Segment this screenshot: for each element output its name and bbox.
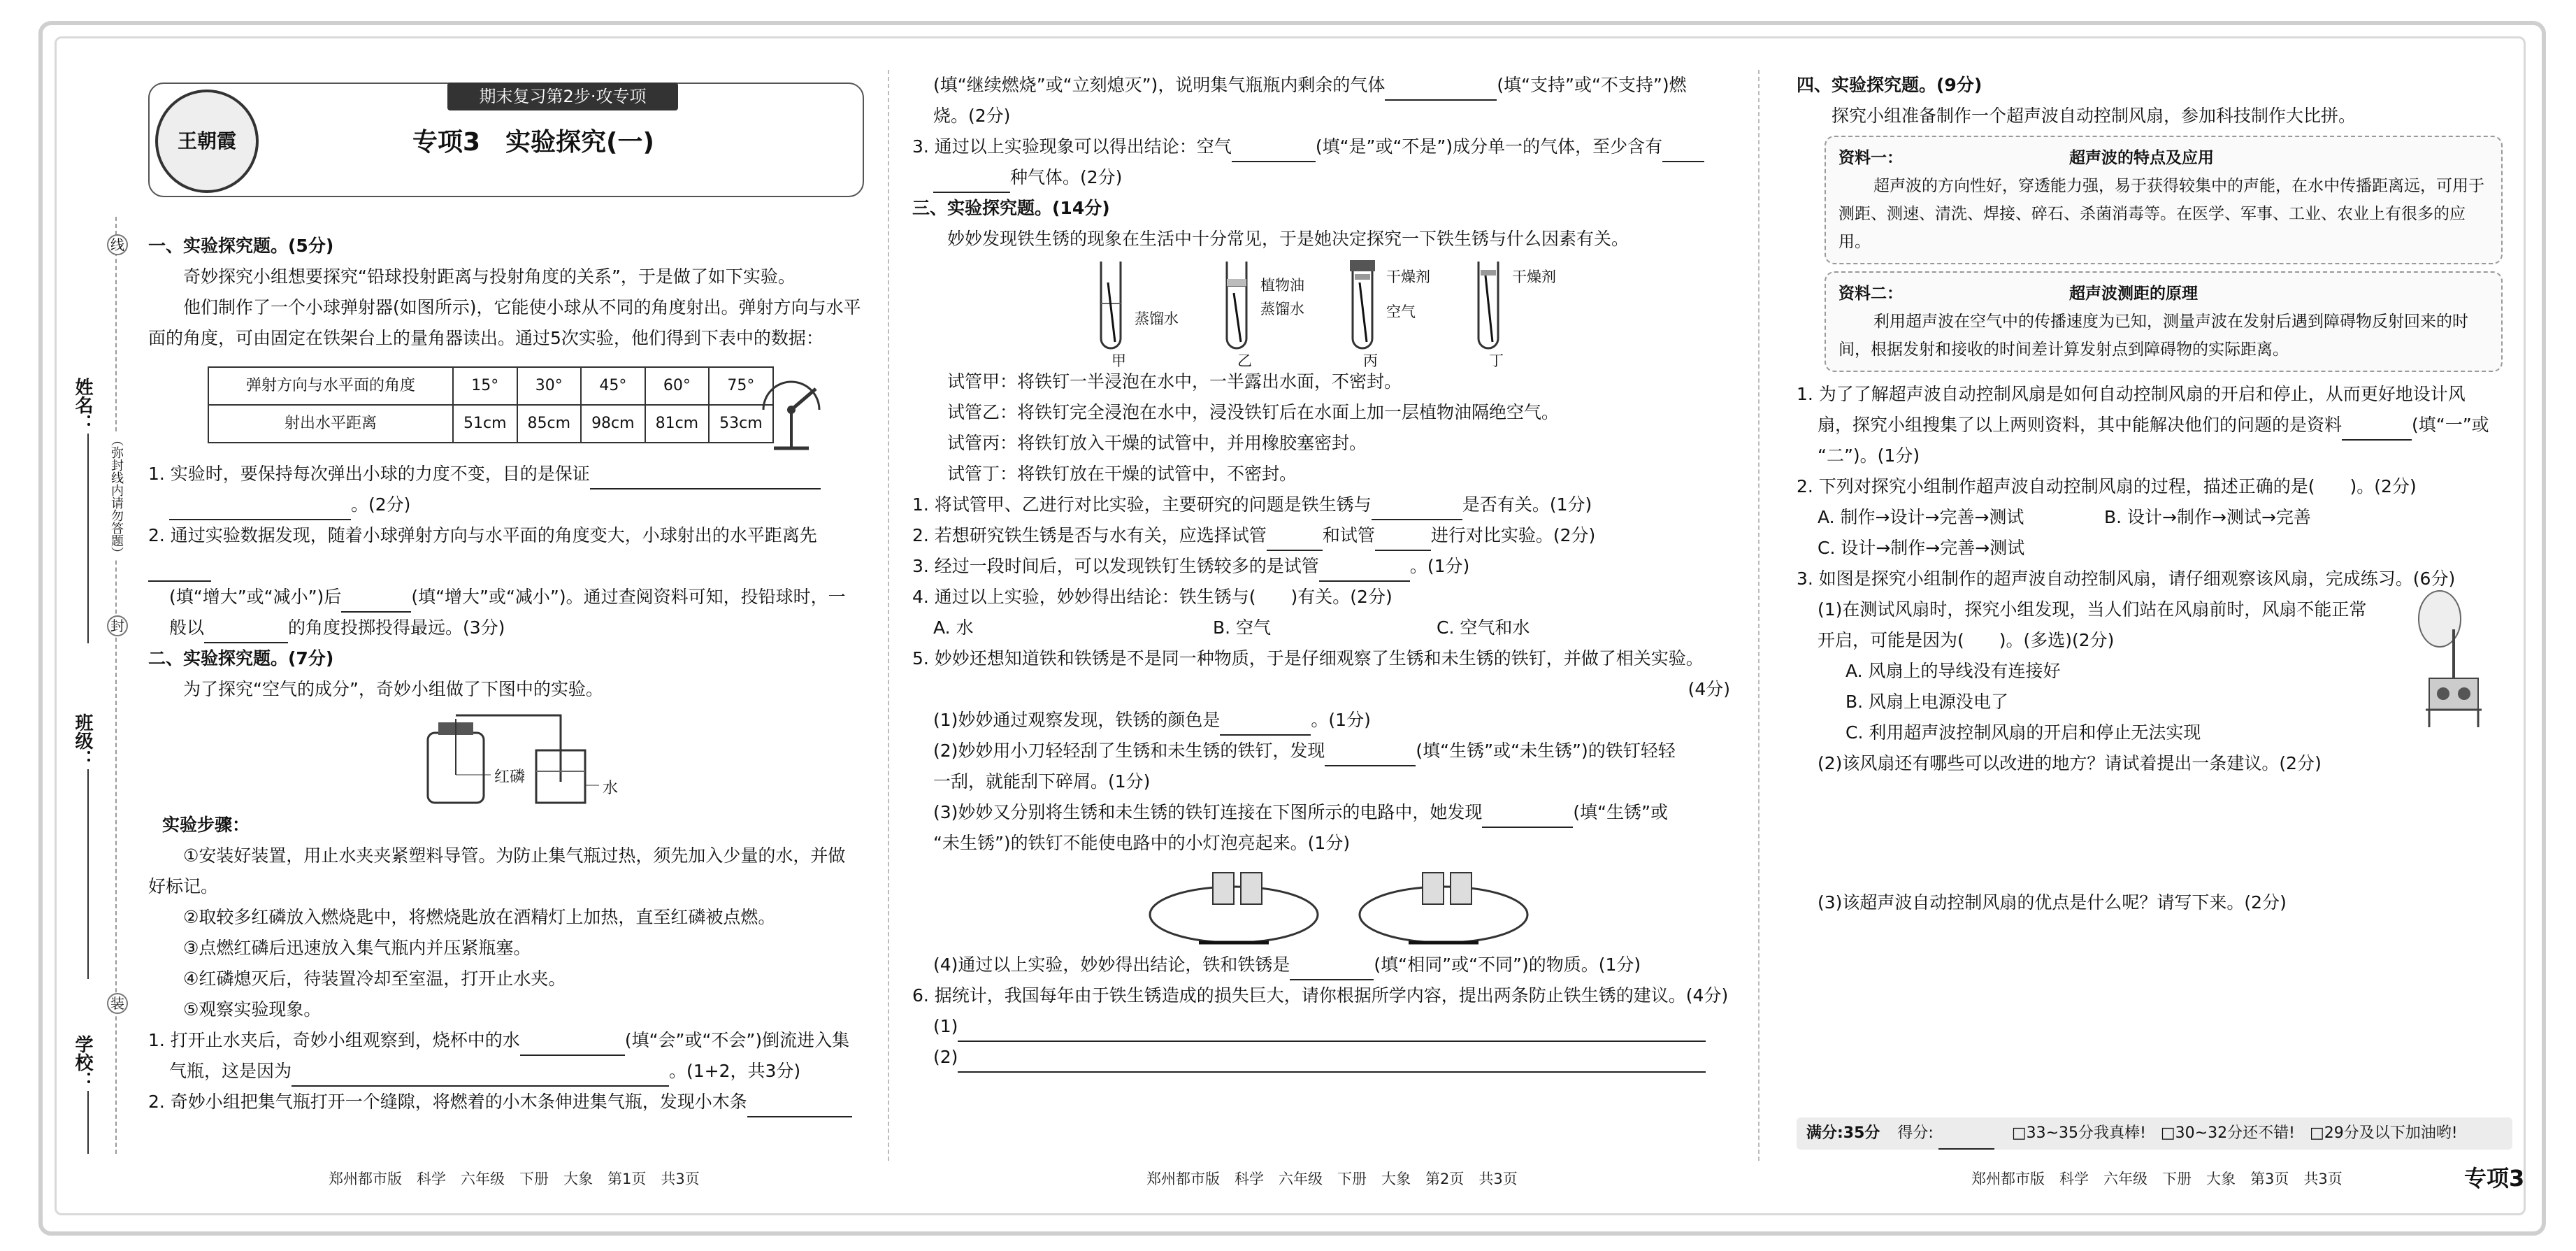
s4-q1-text: 扇，探究小组搜集了以上两则资料，其中能解决他们的问题的是资料 bbox=[1818, 415, 2343, 435]
score-bar bbox=[1797, 1117, 2512, 1150]
s3-q5-score: (4分) bbox=[1688, 679, 1730, 699]
table-row bbox=[208, 405, 773, 443]
s3-q6-2: (2) bbox=[933, 1047, 958, 1067]
answer-blank[interactable] bbox=[1319, 559, 1410, 582]
answer-blank[interactable] bbox=[1385, 78, 1497, 101]
s2-q3-text: 种气体。(2分) bbox=[1010, 167, 1123, 187]
footer-page2: 郑州都市版 科学 六年级 下册 大象 第2页 共3页 bbox=[1146, 1171, 1518, 1187]
s1-q2-text: 般以 bbox=[169, 617, 205, 638]
header-banner: 期末复习第2步·攻专项 bbox=[447, 83, 678, 110]
tube-desc: 试管乙：将铁钉完全浸泡在水中，浸没铁钉后在水面上加一层植物油隔绝空气。 bbox=[947, 402, 1560, 422]
s2-q2-cont: (填“支持”或“不支持”)燃 bbox=[1497, 75, 1687, 95]
answer-blank[interactable] bbox=[2342, 418, 2412, 441]
score-option[interactable]: □33~35分 bbox=[2011, 1124, 2094, 1142]
table-cell: 85cm bbox=[517, 405, 582, 443]
score-option[interactable]: □30~32分 bbox=[2160, 1124, 2243, 1142]
column-3 bbox=[1797, 70, 2503, 918]
option-a: A. 制作→设计→完善→测试 bbox=[1818, 507, 2024, 527]
s1-q2-text: 2. 通过实验数据发现，随着小球弹射方向与水平面的角度变大，小球射出的水平距离先 bbox=[148, 525, 817, 545]
s3-q5-4: (填“相同”或“不同”)的物质。(1分) bbox=[1374, 955, 1641, 975]
tube-label: 干燥剂 bbox=[1386, 269, 1430, 285]
step-item: ④红磷熄灭后，待装置冷却至室温，打开止水夹。 bbox=[183, 968, 566, 989]
tube-name: 丙 bbox=[1363, 352, 1378, 369]
option-a: A. 水 bbox=[933, 617, 974, 638]
answer-blank[interactable] bbox=[169, 498, 351, 520]
score-comment: 还不错! bbox=[2243, 1124, 2295, 1142]
answer-blank[interactable] bbox=[1375, 529, 1431, 551]
s3-q2-text: 进行对比实验。(2分) bbox=[1430, 525, 1596, 545]
answer-blank[interactable] bbox=[148, 559, 211, 582]
school-label: 学校： bbox=[72, 1035, 93, 1089]
s3-q2-text: 和试管 bbox=[1322, 525, 1375, 545]
score-label: 得分: bbox=[1897, 1124, 1934, 1142]
material-2-label: 资料二： bbox=[1839, 285, 1903, 303]
tube-desc: 试管甲：将铁钉一半浸泡在水中，一半露出水面，不密封。 bbox=[947, 371, 1402, 392]
launcher-illustration bbox=[749, 361, 826, 452]
table-cell: 45° bbox=[581, 367, 645, 405]
score-comment: 我真棒! bbox=[2094, 1124, 2146, 1142]
label-water: 水 bbox=[603, 780, 619, 797]
steps-title: 实验步骤： bbox=[162, 815, 250, 835]
fan-illustration bbox=[2412, 587, 2489, 734]
s1-q2-text: 的角度投掷投得最远。(3分) bbox=[288, 617, 505, 638]
s3-q5-2: (2)妙妙用小刀轻轻刮了生锈和未生锈的铁钉，发现 bbox=[933, 741, 1325, 761]
column-1 bbox=[148, 231, 861, 1117]
option-b: B. 设计→制作→测试→完善 bbox=[2104, 507, 2311, 527]
s4-q3-1: 开启，可能是因为( )。(多选)(2分) bbox=[1818, 630, 2115, 650]
table-cell: 53cm bbox=[709, 405, 773, 443]
answer-blank[interactable] bbox=[958, 1020, 1706, 1042]
score-option[interactable]: □29分及以下 bbox=[2309, 1124, 2405, 1142]
tube-desc: 试管丙：将铁钉放入干燥的试管中，并用橡胶塞密封。 bbox=[947, 433, 1367, 453]
answer-blank[interactable] bbox=[1325, 744, 1416, 766]
answer-blank[interactable] bbox=[933, 171, 1010, 193]
score-comment: 加油哟! bbox=[2405, 1124, 2458, 1142]
bind-mark: 装 bbox=[107, 993, 128, 1014]
step-item: ②取较多红磷放入燃烧匙中，将燃烧匙放在酒精灯上加热，直至红磷被点燃。 bbox=[183, 907, 776, 927]
s3-q4-text: 4. 通过以上实验，妙妙得出结论：铁生锈与( )有关。(2分) bbox=[912, 587, 1393, 607]
material-1-label: 资料一： bbox=[1839, 149, 1903, 167]
section-tag: 专项3 bbox=[2464, 1165, 2525, 1192]
table-header: 射出水平距离 bbox=[208, 405, 453, 443]
table-cell: 81cm bbox=[645, 405, 710, 443]
s3-title: 三、实验探究题。(14分) bbox=[912, 198, 1110, 218]
s2-q1-text: (填“会”或“不会”)倒流进入集 bbox=[624, 1030, 850, 1050]
tube-label: 干燥剂 bbox=[1512, 269, 1556, 285]
s3-q6-text: 6. 据统计，我国每年由于铁生锈造成的损失巨大，请你根据所学内容，提出两条防止铁生锈的建议。(4分) bbox=[912, 985, 1729, 1006]
tube-label: 空气 bbox=[1386, 303, 1416, 320]
binding-note: （弥封线内请勿答题） bbox=[107, 434, 125, 559]
s4-para1: 探究小组准备制作一个超声波自动控制风扇，参加科技制作大比拼。 bbox=[1832, 106, 2356, 126]
answer-blank[interactable] bbox=[1482, 806, 1573, 828]
s3-q6-1: (1) bbox=[933, 1016, 958, 1036]
s3-q5-3: “未生锈”)的铁钉不能使电路中的小灯泡亮起来。(1分) bbox=[933, 833, 1351, 853]
s1-para1: 奇妙探究小组想要探究“铅球投射距离与投射角度的关系”，于是做了如下实验。 bbox=[183, 266, 796, 287]
s2-q1-text: 气瓶，这是因为 bbox=[169, 1061, 292, 1081]
step-item: ③点燃红磷后迅速放入集气瓶内并压紧瓶塞。 bbox=[183, 938, 531, 958]
s4-q3-1: (1)在测试风扇时，探究小组发现，当人们站在风扇前时，风扇不能正常 bbox=[1818, 599, 2367, 620]
s3-q3-text: 。(1分) bbox=[1409, 556, 1470, 576]
label-phosphorus: 红磷 bbox=[494, 769, 526, 786]
tube-label: 植物油 bbox=[1260, 277, 1304, 294]
s2-q3-text: 3. 通过以上实验现象可以得出结论：空气 bbox=[912, 136, 1232, 157]
answer-blank[interactable] bbox=[1220, 713, 1311, 736]
s1-q1-text: 1. 实验时，要保持每次弹出小球的力度不变，目的是保证 bbox=[148, 464, 590, 484]
s4-q1-text: 1. 为了了解超声波自动控制风扇是如何自动控制风扇的开启和停止，从而更好地设计风 bbox=[1797, 384, 2466, 404]
s3-q5-4: (4)通过以上实验，妙妙得出结论，铁和铁锈是 bbox=[933, 955, 1290, 975]
s2-q2-text: 2. 奇妙小组把集气瓶打开一个缝隙，将燃着的小木条伸进集气瓶，发现小木条 bbox=[148, 1092, 747, 1112]
s1-q2-text: (填“增大”或“减小”)。通过查阅资料可知，投铅球时，一 bbox=[411, 587, 846, 607]
step-item: ⑤观察实验现象。 bbox=[183, 999, 322, 1020]
answer-blank[interactable] bbox=[1290, 958, 1374, 980]
footer-page1: 郑州都市版 科学 六年级 下册 大象 第1页 共3页 bbox=[329, 1171, 700, 1187]
s4-q1-text: (填“一”或 bbox=[2412, 415, 2489, 435]
option-a: A. 风扇上的导线没有连接好 bbox=[1845, 661, 2061, 681]
table-row bbox=[208, 367, 773, 405]
table-cell: 51cm bbox=[453, 405, 517, 443]
s4-q3-text: 3. 如图是探究小组制作的超声波自动控制风扇，请仔细观察该风扇，完成练习。(6分) bbox=[1797, 569, 2456, 589]
s4-q3-3: (3)该超声波自动控制风扇的优点是什么呢？请写下来。(2分) bbox=[1818, 892, 2287, 913]
name-label: 姓名： bbox=[72, 378, 93, 432]
seal-mark: 封 bbox=[107, 615, 128, 636]
material-1-box bbox=[1825, 136, 2503, 264]
s1-q1-score: 。(2分) bbox=[351, 494, 411, 515]
table-header: 弹射方向与水平面的角度 bbox=[208, 367, 453, 405]
answer-blank[interactable] bbox=[590, 467, 821, 489]
s1-title: 一、实验探究题。(5分) bbox=[148, 236, 334, 256]
answer-blank[interactable] bbox=[958, 1050, 1706, 1073]
s3-para1: 妙妙发现铁生锈的现象在生活中十分常见，于是她决定探究一下铁生锈与什么因素有关。 bbox=[947, 229, 1629, 249]
name-blank[interactable] bbox=[87, 434, 89, 643]
s2-q2-cont: (填“继续燃烧”或“立刻熄灭”)，说明集气瓶瓶内剩余的气体 bbox=[933, 75, 1386, 95]
table-cell: 30° bbox=[517, 367, 582, 405]
material-1-text: 超声波的方向性好，穿透能力强，易于获得较集中的声能，在水中传播距离远，可用于测距、测速、清洗、焊接、碎石、杀菌消毒等。在医学、军事、工业、农业上有很多的应用。 bbox=[1839, 177, 2484, 251]
s2-q3-text: (填“是”或“不是”)成分单一的气体，至少含有 bbox=[1315, 136, 1663, 157]
material-2-text: 利用超声波在空气中的传播速度为已知，测量声波在发射后遇到障碍物反射回来的时间，根据发射和接收的时间差计算发射点到障碍物的实际距离。 bbox=[1839, 313, 2468, 359]
answer-blank[interactable] bbox=[204, 621, 288, 643]
class-blank[interactable] bbox=[87, 769, 89, 979]
data-table bbox=[208, 366, 774, 443]
answer-blank[interactable] bbox=[1232, 140, 1316, 162]
s2-para1: 为了探究“空气的成分”，奇妙小组做了下图中的实验。 bbox=[183, 679, 603, 699]
table-cell: 75° bbox=[709, 367, 773, 405]
s2-title: 二、实验探究题。(7分) bbox=[148, 648, 334, 669]
s4-q3-2: (2)该风扇还有哪些可以改进的地方？请试着提出一条建议。(2分) bbox=[1818, 753, 2322, 773]
answer-space[interactable] bbox=[1797, 779, 2503, 887]
phosphorus-apparatus bbox=[400, 705, 610, 810]
answer-blank[interactable] bbox=[1662, 140, 1704, 162]
s3-q3-text: 3. 经过一段时间后，可以发现铁钉生锈较多的是试管 bbox=[912, 556, 1319, 576]
answer-blank[interactable] bbox=[520, 1034, 625, 1056]
page-title: 专项3 实验探究(一) bbox=[412, 128, 654, 157]
s4-q1-score: “二”)。(1分) bbox=[1818, 445, 1920, 466]
material-2-title: 超声波测距的原理 bbox=[2069, 285, 2198, 303]
s3-q2-text: 2. 若想研究铁生锈是否与水有关，应选择试管 bbox=[912, 525, 1267, 545]
s3-q5-2: (填“生锈”或“未生锈”)的铁钉轻轻 bbox=[1416, 741, 1676, 761]
s2-q1-text: 1. 打开止水夹后，奇妙小组观察到，烧杯中的水 bbox=[148, 1030, 520, 1050]
option-b: B. 空气 bbox=[1213, 617, 1272, 638]
s3-q5-1: 。(1分) bbox=[1311, 710, 1371, 730]
s2-q2-score: 烧。(2分) bbox=[933, 106, 1011, 126]
tube-name: 丁 bbox=[1489, 352, 1504, 369]
s3-q5-3: (3)妙妙又分别将生锈和未生锈的铁钉连接在下图所示的电路中，她发现 bbox=[933, 802, 1483, 822]
s1-para2: 他们制作了一个小球弹射器(如图所示)，它能使小球从不同的角度射出。弹射方向与水平面的角度，可由固定在铁架台上的量角器读出。通过5次实验，他们得到下表中的数据： bbox=[148, 297, 861, 348]
s3-q5-3: (填“生锈”或 bbox=[1573, 802, 1669, 822]
school-blank[interactable] bbox=[87, 1091, 89, 1154]
answer-blank[interactable] bbox=[1372, 498, 1462, 520]
option-c: C. 利用超声波控制风扇的开启和停止无法实现 bbox=[1845, 722, 2201, 743]
tube-name: 甲 bbox=[1111, 352, 1126, 369]
s1-q2-text: (填“增大”或“减小”)后 bbox=[169, 587, 342, 607]
logo-text: 王朝霞 bbox=[177, 129, 236, 152]
option-c: C. 空气和水 bbox=[1437, 617, 1530, 638]
option-b: B. 风扇上电源没电了 bbox=[1845, 692, 2009, 712]
column-divider bbox=[1758, 70, 1760, 1161]
s3-q5-1: (1)妙妙通过观察发现，铁锈的颜色是 bbox=[933, 710, 1221, 730]
s3-q5-2: 一刮，就能刮下碎屑。(1分) bbox=[933, 771, 1151, 792]
answer-blank[interactable] bbox=[1267, 529, 1323, 551]
s3-q1-text: 是否有关。(1分) bbox=[1462, 494, 1592, 515]
s2-q1-score: 。(1+2，共3分) bbox=[669, 1061, 801, 1081]
s3-q1-text: 1. 将试管甲、乙进行对比实验，主要研究的问题是铁生锈与 bbox=[912, 494, 1372, 515]
table-cell: 15° bbox=[453, 367, 517, 405]
circuit-illustration bbox=[1143, 859, 1632, 950]
answer-blank[interactable] bbox=[292, 1064, 669, 1087]
tube-desc: 试管丁：将铁钉放在干燥的试管中，不密封。 bbox=[947, 464, 1297, 484]
answer-blank[interactable] bbox=[747, 1095, 852, 1117]
answer-blank[interactable] bbox=[341, 590, 411, 613]
table-cell: 60° bbox=[645, 367, 710, 405]
line-mark: 线 bbox=[107, 234, 128, 255]
column-divider bbox=[888, 70, 889, 1161]
material-1-title: 超声波的特点及应用 bbox=[2069, 149, 2214, 167]
tube-label: 蒸馏水 bbox=[1260, 301, 1304, 317]
s4-title: 四、实验探究题。(9分) bbox=[1797, 75, 1983, 95]
s3-q5-text: 5. 妙妙还想知道铁和铁锈是不是同一种物质，于是仔细观察了生锈和未生锈的铁钉，并做了相关实验。 bbox=[912, 648, 1704, 669]
footer-page3: 郑州都市版 科学 六年级 下册 大象 第3页 共3页 bbox=[1971, 1171, 2343, 1187]
s4-q2-text: 2. 下列对探究小组制作超声波自动控制风扇的过程，描述正确的是( )。(2分) bbox=[1797, 476, 2417, 496]
option-c: C. 设计→制作→完善→测试 bbox=[1818, 538, 2025, 558]
table-cell: 98cm bbox=[581, 405, 645, 443]
tube-name: 乙 bbox=[1237, 352, 1252, 369]
material-2-box bbox=[1825, 271, 2503, 372]
full-score: 满分:35分 bbox=[1806, 1124, 1880, 1142]
class-label: 班级： bbox=[72, 713, 93, 768]
column-2 bbox=[912, 70, 1730, 1073]
logo bbox=[155, 90, 259, 193]
step-item: ①安装好装置，用止水夹夹紧塑料导管。为防止集气瓶过热，须先加入少量的水，并做好标记。 bbox=[148, 845, 846, 896]
score-blank[interactable] bbox=[1938, 1131, 1994, 1150]
tube-label: 蒸馏水 bbox=[1135, 310, 1179, 327]
